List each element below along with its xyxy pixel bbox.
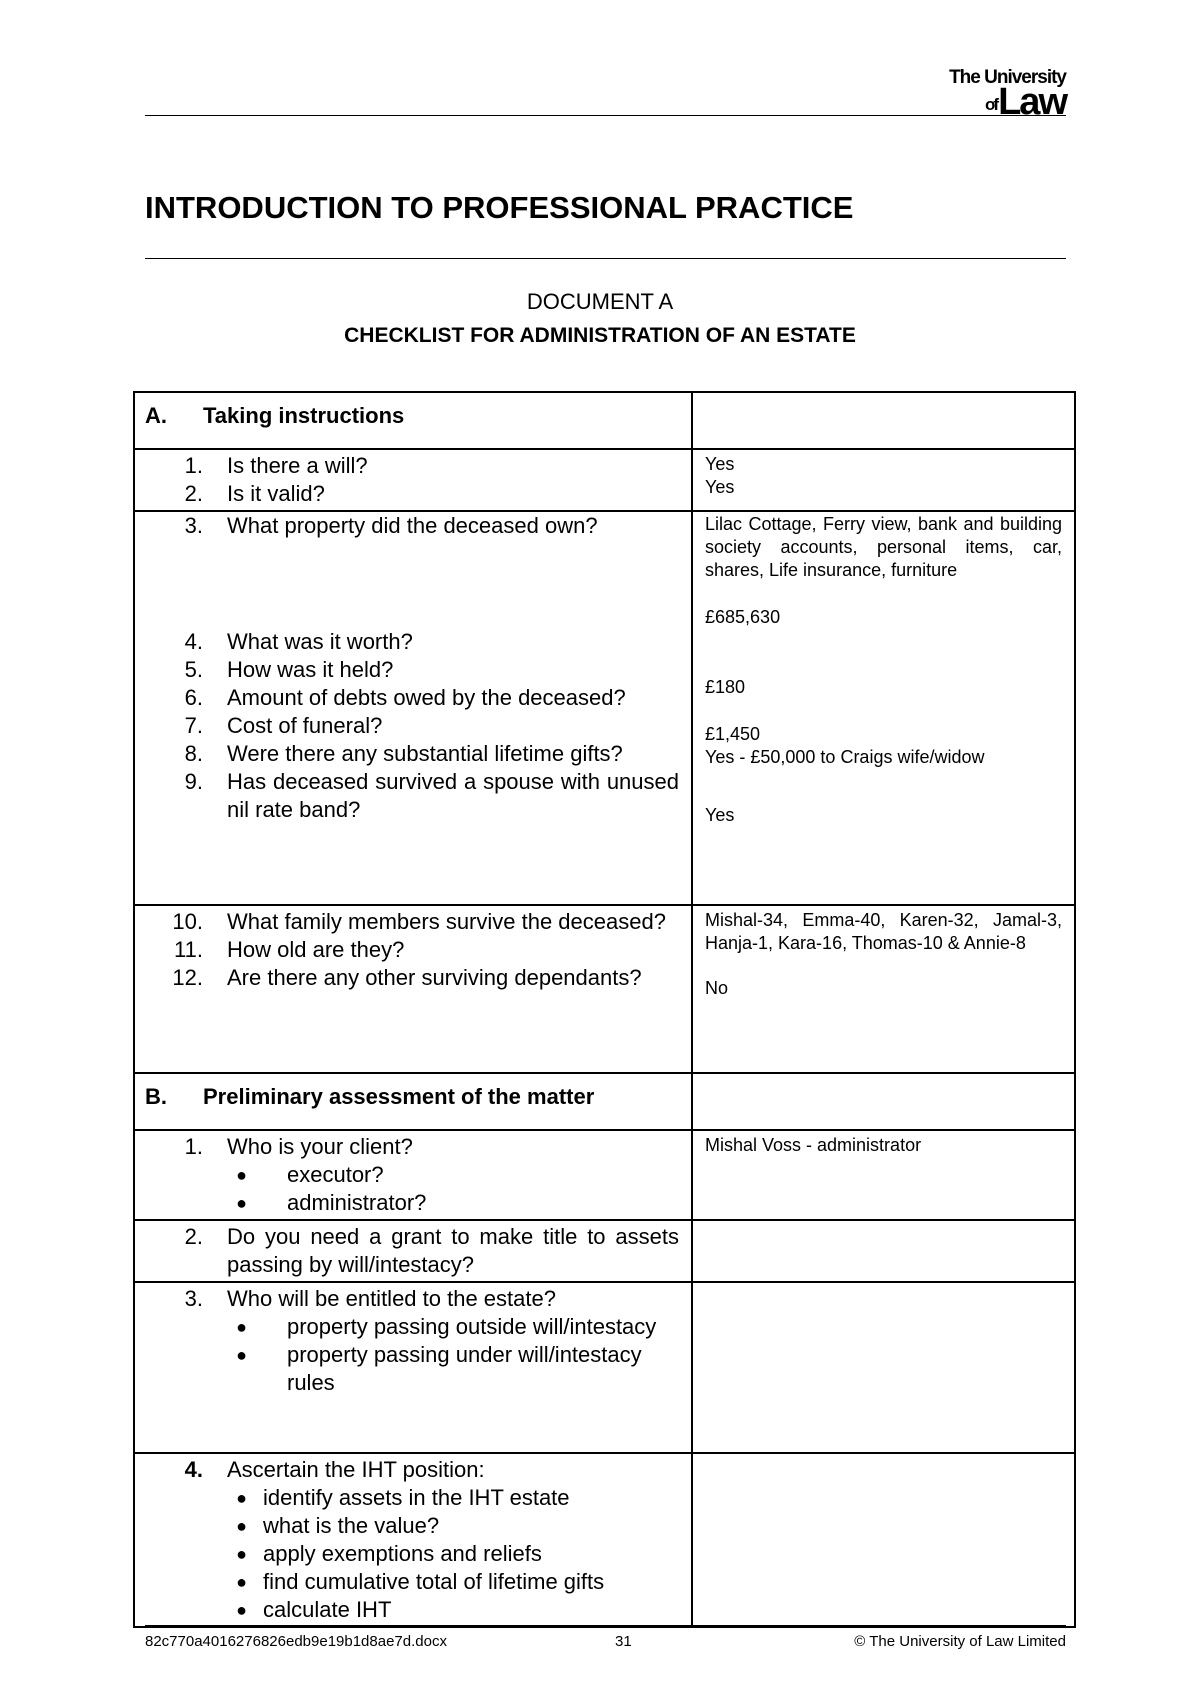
list-item [135, 1223, 679, 1279]
header-rule [145, 115, 1066, 116]
table-row [134, 905, 1075, 1073]
item-text: what is the value? [263, 1513, 440, 1538]
item-text: executor? [287, 1162, 384, 1187]
answer-valid: Yes [705, 477, 735, 497]
list-item [135, 684, 679, 712]
item-text: find cumulative total of lifetime gifts [263, 1569, 605, 1594]
list-item [135, 480, 679, 508]
list-item [135, 768, 679, 824]
logo-line-1: The University [949, 67, 1066, 88]
bullet-item [135, 1341, 679, 1397]
footer-copyright: © The University of Law Limited [854, 1633, 1066, 1650]
answer-spouse: Yes [705, 805, 735, 825]
answer-worth: £685,630 [705, 607, 781, 627]
bullet-icon: ● [236, 1600, 247, 1620]
answer-property: Lilac Cottage, Ferry view, bank and building society accounts, personal items, car, shares, Life insurance, furniture [705, 514, 1062, 580]
bullet-item [135, 1596, 679, 1624]
item-number: 4. [184, 1457, 203, 1482]
table-row [134, 1130, 1075, 1220]
bullet-item [135, 1161, 679, 1189]
item-text: Cost of funeral? [227, 713, 383, 738]
item-number: 3. [184, 1286, 203, 1311]
item-text: Do you need a grant to make title to assets passing by will/intestacy? [227, 1224, 679, 1277]
checklist-title: CHECKLIST FOR ADMINISTRATION OF AN ESTATE [344, 324, 856, 347]
bullet-icon: ● [236, 1488, 247, 1508]
section-a-heading: A. Taking instructions [145, 403, 405, 428]
section-b-header-row [134, 1073, 1075, 1130]
list-item [135, 452, 679, 480]
table-row [134, 511, 1075, 905]
bullet-item [135, 1540, 679, 1568]
list-item [135, 964, 679, 992]
bullet-icon: ● [236, 1345, 247, 1365]
item-number: 10. [172, 909, 203, 934]
item-text: Were there any substantial lifetime gifts? [227, 741, 623, 766]
item-text: property passing under will/intestacy rules [287, 1342, 642, 1395]
answer-dependants: No [705, 978, 729, 998]
item-number: 2. [184, 481, 203, 506]
item-text: Amount of debts owed by the deceased? [227, 685, 626, 710]
item-text: What family members survive the deceased? [227, 909, 666, 934]
bullet-item [135, 1189, 679, 1217]
table-row [134, 449, 1075, 511]
section-b-heading: B. Preliminary assessment of the matter [145, 1084, 595, 1109]
answer-funeral: £1,450 [705, 724, 761, 744]
answer-gifts: Yes - £50,000 to Craigs wife/widow [705, 747, 985, 767]
bullet-icon: ● [236, 1544, 247, 1564]
list-item [135, 936, 679, 964]
item-text: Is there a will? [227, 453, 368, 478]
bullet-icon: ● [236, 1317, 247, 1337]
item-number: 7. [184, 713, 203, 738]
item-text: Who is your client? [227, 1134, 413, 1159]
section-a-header-row [134, 392, 1075, 449]
bullet-icon: ● [236, 1165, 247, 1185]
item-number: 8. [184, 741, 203, 766]
footer-rule [145, 1625, 1066, 1626]
item-number: 4. [184, 629, 203, 654]
item-text: Ascertain the IHT position: [227, 1457, 485, 1482]
item-text: administrator? [287, 1190, 427, 1215]
table-row [134, 1282, 1075, 1453]
list-item [135, 1456, 679, 1484]
item-number: 11. [174, 937, 203, 962]
item-text: How old are they? [227, 937, 405, 962]
table-row [134, 1453, 1075, 1627]
item-text: How was it held? [227, 657, 394, 682]
list-item [135, 512, 679, 540]
logo-of: of [985, 95, 998, 114]
bullet-item [135, 1568, 679, 1596]
university-logo [949, 68, 1066, 121]
footer-filename: 82c770a4016276826edb9e19b1d8ae7d.docx [145, 1633, 447, 1650]
item-text: Is it valid? [227, 481, 325, 506]
item-text: Are there any other surviving dependants? [227, 965, 642, 990]
item-text: calculate IHT [263, 1597, 392, 1622]
bullet-icon: ● [236, 1193, 247, 1213]
bullet-item [135, 1484, 679, 1512]
answer-family: Mishal-34, Emma-40, Karen-32, Jamal-3, Hanja-1, Kara-16, Thomas-10 & Annie-8 [705, 910, 1062, 953]
page-number: 31 [615, 1633, 632, 1650]
item-text: What was it worth? [227, 629, 413, 654]
document-label: DOCUMENT A [526, 289, 674, 314]
item-number: 3. [184, 513, 203, 538]
list-item [135, 1133, 679, 1161]
item-text: Who will be entitled to the estate? [227, 1286, 556, 1311]
bullet-icon: ● [236, 1572, 247, 1592]
bullet-item [135, 1313, 679, 1341]
page-title: INTRODUCTION TO PROFESSIONAL PRACTICE [145, 190, 854, 225]
title-rule [145, 258, 1066, 259]
item-number: 5. [184, 657, 203, 682]
item-number: 6. [184, 685, 203, 710]
item-text: apply exemptions and reliefs [263, 1541, 542, 1566]
list-item [135, 628, 679, 656]
item-text: identify assets in the IHT estate [263, 1485, 570, 1510]
answer-will: Yes [705, 454, 735, 474]
checklist-table [133, 391, 1076, 1628]
item-text: property passing outside will/intestacy [287, 1314, 657, 1339]
answer-client: Mishal Voss - administrator [705, 1135, 922, 1155]
list-item [135, 712, 679, 740]
item-text: Has deceased survived a spouse with unused nil rate band? [227, 769, 679, 822]
item-number: 9. [184, 769, 203, 794]
table-row [134, 1220, 1075, 1282]
list-item [135, 908, 679, 936]
logo-law: Law [998, 81, 1066, 123]
list-item [135, 740, 679, 768]
item-number: 2. [184, 1224, 203, 1249]
bullet-item [135, 1512, 679, 1540]
bullet-icon: ● [236, 1516, 247, 1536]
list-item [135, 1285, 679, 1313]
answer-debts: £180 [705, 677, 746, 697]
item-number: 1. [184, 1134, 203, 1159]
item-number: 12. [172, 965, 203, 990]
list-item [135, 656, 679, 684]
item-text: What property did the deceased own? [227, 513, 598, 538]
item-number: 1. [184, 453, 203, 478]
